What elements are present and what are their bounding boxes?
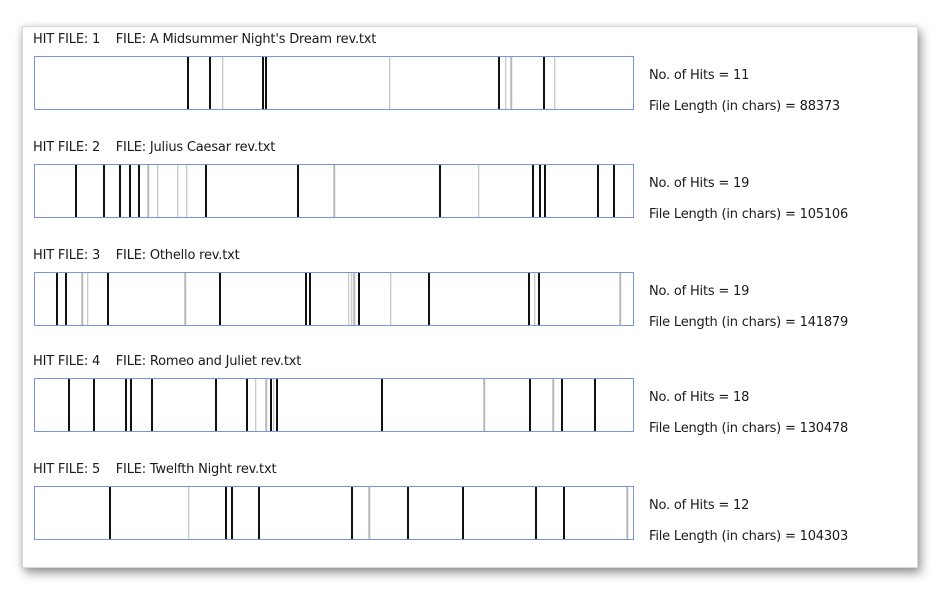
file-name: Romeo and Juliet rev.txt — [149, 354, 302, 369]
hit-marker[interactable] — [187, 57, 189, 109]
file-length-line — [649, 413, 848, 444]
hit-files-panel — [22, 26, 918, 568]
hit-file-label: HIT FILE: — [33, 462, 89, 477]
hit-marker[interactable] — [209, 57, 211, 109]
hit-marker[interactable] — [262, 57, 264, 109]
file-label: FILE: — [115, 32, 146, 47]
hit-stats — [649, 60, 840, 122]
hit-file-header — [33, 32, 376, 47]
hits-count-line — [649, 382, 848, 413]
hit-marker[interactable] — [532, 165, 534, 217]
hit-marker[interactable] — [119, 165, 121, 217]
hit-file-label: HIT FILE: — [33, 32, 89, 47]
file-label: FILE: — [115, 354, 146, 369]
hit-marker[interactable] — [439, 165, 441, 217]
file-length-label: File Length (in chars) = — [649, 529, 800, 544]
hit-marker[interactable] — [205, 165, 207, 217]
hit-marker[interactable] — [265, 57, 267, 109]
hit-marker[interactable] — [333, 165, 335, 217]
hit-marker[interactable] — [535, 487, 537, 539]
hit-marker[interactable] — [151, 379, 153, 431]
hit-marker[interactable] — [157, 165, 159, 217]
file-length-value: 141879 — [799, 315, 849, 330]
hit-marker[interactable] — [309, 273, 311, 325]
hit-marker[interactable] — [428, 273, 430, 325]
hit-marker[interactable] — [147, 165, 149, 217]
hit-marker[interactable] — [351, 273, 353, 325]
hit-marker[interactable] — [626, 487, 628, 539]
hit-marker[interactable] — [613, 165, 615, 217]
hit-marker[interactable] — [75, 165, 77, 217]
hit-file-label: HIT FILE: — [33, 140, 89, 155]
hits-count-line — [649, 276, 848, 307]
hit-file-block-3 — [23, 248, 917, 355]
hits-count-value: 19 — [733, 176, 750, 191]
hits-count-label: No. of Hits = — [649, 68, 733, 83]
file-length-label: File Length (in chars) = — [649, 315, 800, 330]
hit-marker[interactable] — [369, 487, 371, 539]
file-length-value: 130478 — [799, 421, 849, 436]
hit-marker[interactable] — [544, 165, 546, 217]
hit-marker[interactable] — [354, 273, 356, 325]
hits-count-line — [649, 168, 848, 199]
file-label: FILE: — [115, 140, 146, 155]
hit-stats — [649, 382, 848, 444]
hit-marker[interactable] — [483, 379, 485, 431]
hit-marker[interactable] — [56, 273, 58, 325]
hit-marker[interactable] — [561, 379, 563, 431]
hit-marker[interactable] — [231, 487, 233, 539]
hit-file-header — [33, 140, 275, 155]
hit-marker[interactable] — [543, 57, 545, 109]
hit-marker[interactable] — [348, 273, 350, 325]
hit-marker[interactable] — [258, 487, 260, 539]
hit-file-index: 5 — [91, 462, 101, 477]
hits-count-value: 19 — [733, 284, 750, 299]
hit-distribution-track[interactable] — [34, 164, 634, 218]
hit-file-header — [33, 248, 240, 263]
hit-marker[interactable] — [528, 273, 530, 325]
hit-marker[interactable] — [381, 379, 383, 431]
hit-marker[interactable] — [358, 273, 360, 325]
hit-marker[interactable] — [529, 379, 531, 431]
hit-marker[interactable] — [478, 165, 480, 217]
hit-distribution-track[interactable] — [34, 272, 634, 326]
hit-marker[interactable] — [93, 379, 95, 431]
hit-file-block-2 — [23, 140, 917, 247]
hit-marker[interactable] — [389, 57, 391, 109]
hit-file-label: HIT FILE: — [33, 248, 89, 263]
file-length-label: File Length (in chars) = — [649, 99, 800, 114]
hit-marker[interactable] — [125, 379, 127, 431]
hit-marker[interactable] — [597, 165, 599, 217]
hit-file-label: HIT FILE: — [33, 354, 89, 369]
hit-marker[interactable] — [109, 487, 111, 539]
file-length-line — [649, 199, 848, 230]
hit-marker[interactable] — [553, 379, 555, 431]
hit-stats — [649, 490, 848, 552]
hit-marker[interactable] — [65, 273, 67, 325]
hit-marker[interactable] — [87, 273, 89, 325]
hit-marker[interactable] — [215, 379, 217, 431]
hit-marker[interactable] — [594, 379, 596, 431]
hit-marker[interactable] — [305, 273, 307, 325]
hits-count-label: No. of Hits = — [649, 176, 733, 191]
file-length-label: File Length (in chars) = — [649, 421, 800, 436]
hit-marker[interactable] — [534, 273, 536, 325]
hits-count-value: 18 — [733, 390, 750, 405]
file-label: FILE: — [115, 248, 146, 263]
file-label: FILE: — [115, 462, 146, 477]
hits-count-value: 12 — [733, 498, 750, 513]
hit-file-index: 2 — [91, 140, 101, 155]
hits-count-value: 11 — [733, 68, 750, 83]
hits-count-line — [649, 60, 840, 91]
hit-marker[interactable] — [563, 487, 565, 539]
hit-stats — [649, 276, 848, 338]
file-name: Julius Caesar rev.txt — [149, 140, 276, 155]
file-name: A Midsummer Night's Dream rev.txt — [149, 32, 377, 47]
hits-count-line — [649, 490, 848, 521]
file-length-value: 104303 — [799, 529, 849, 544]
hit-marker[interactable] — [505, 57, 507, 109]
hit-marker[interactable] — [539, 165, 541, 217]
hit-marker[interactable] — [225, 487, 227, 539]
hit-file-block-4 — [23, 354, 917, 461]
hit-marker[interactable] — [103, 165, 105, 217]
hit-marker[interactable] — [68, 379, 70, 431]
hit-marker[interactable] — [273, 379, 275, 431]
hit-file-header — [33, 354, 301, 369]
hit-marker[interactable] — [130, 379, 132, 431]
hit-marker[interactable] — [129, 165, 131, 217]
hit-file-header — [33, 462, 276, 477]
file-name: Othello rev.txt — [149, 248, 240, 263]
hit-marker[interactable] — [620, 273, 622, 325]
file-length-label: File Length (in chars) = — [649, 207, 800, 222]
hit-file-index: 1 — [91, 32, 101, 47]
file-length-line — [649, 521, 848, 552]
file-length-value: 88373 — [799, 99, 840, 114]
hit-marker[interactable] — [390, 273, 392, 325]
file-name: Twelfth Night rev.txt — [149, 462, 277, 477]
hits-count-label: No. of Hits = — [649, 390, 733, 405]
hit-marker[interactable] — [222, 57, 224, 109]
hit-marker[interactable] — [188, 487, 190, 539]
hit-distribution-track[interactable] — [34, 486, 634, 540]
file-length-line — [649, 307, 848, 338]
hit-marker[interactable] — [351, 487, 353, 539]
hit-marker[interactable] — [266, 379, 268, 431]
hit-marker[interactable] — [498, 57, 500, 109]
hit-marker[interactable] — [538, 273, 540, 325]
hit-file-index: 4 — [91, 354, 101, 369]
hit-marker[interactable] — [255, 379, 257, 431]
hit-marker[interactable] — [81, 273, 83, 325]
hit-marker[interactable] — [246, 379, 248, 431]
hit-marker[interactable] — [184, 273, 186, 325]
hit-marker[interactable] — [407, 487, 409, 539]
hit-file-index: 3 — [91, 248, 101, 263]
file-length-line — [649, 91, 840, 122]
hit-marker[interactable] — [219, 273, 221, 325]
hit-marker[interactable] — [138, 165, 140, 217]
hit-marker[interactable] — [554, 57, 556, 109]
hit-marker[interactable] — [297, 165, 299, 217]
hit-marker[interactable] — [177, 165, 179, 217]
hit-file-block-1 — [23, 32, 917, 139]
hit-file-block-5 — [23, 462, 917, 569]
hit-marker[interactable] — [462, 487, 464, 539]
hit-distribution-track[interactable] — [34, 56, 634, 110]
hit-marker[interactable] — [186, 165, 188, 217]
hits-count-label: No. of Hits = — [649, 498, 733, 513]
hit-marker[interactable] — [107, 273, 109, 325]
hit-stats — [649, 168, 848, 230]
hit-distribution-track[interactable] — [34, 378, 634, 432]
hit-marker[interactable] — [510, 57, 512, 109]
file-length-value: 105106 — [799, 207, 849, 222]
hit-marker[interactable] — [276, 379, 278, 431]
hits-count-label: No. of Hits = — [649, 284, 733, 299]
